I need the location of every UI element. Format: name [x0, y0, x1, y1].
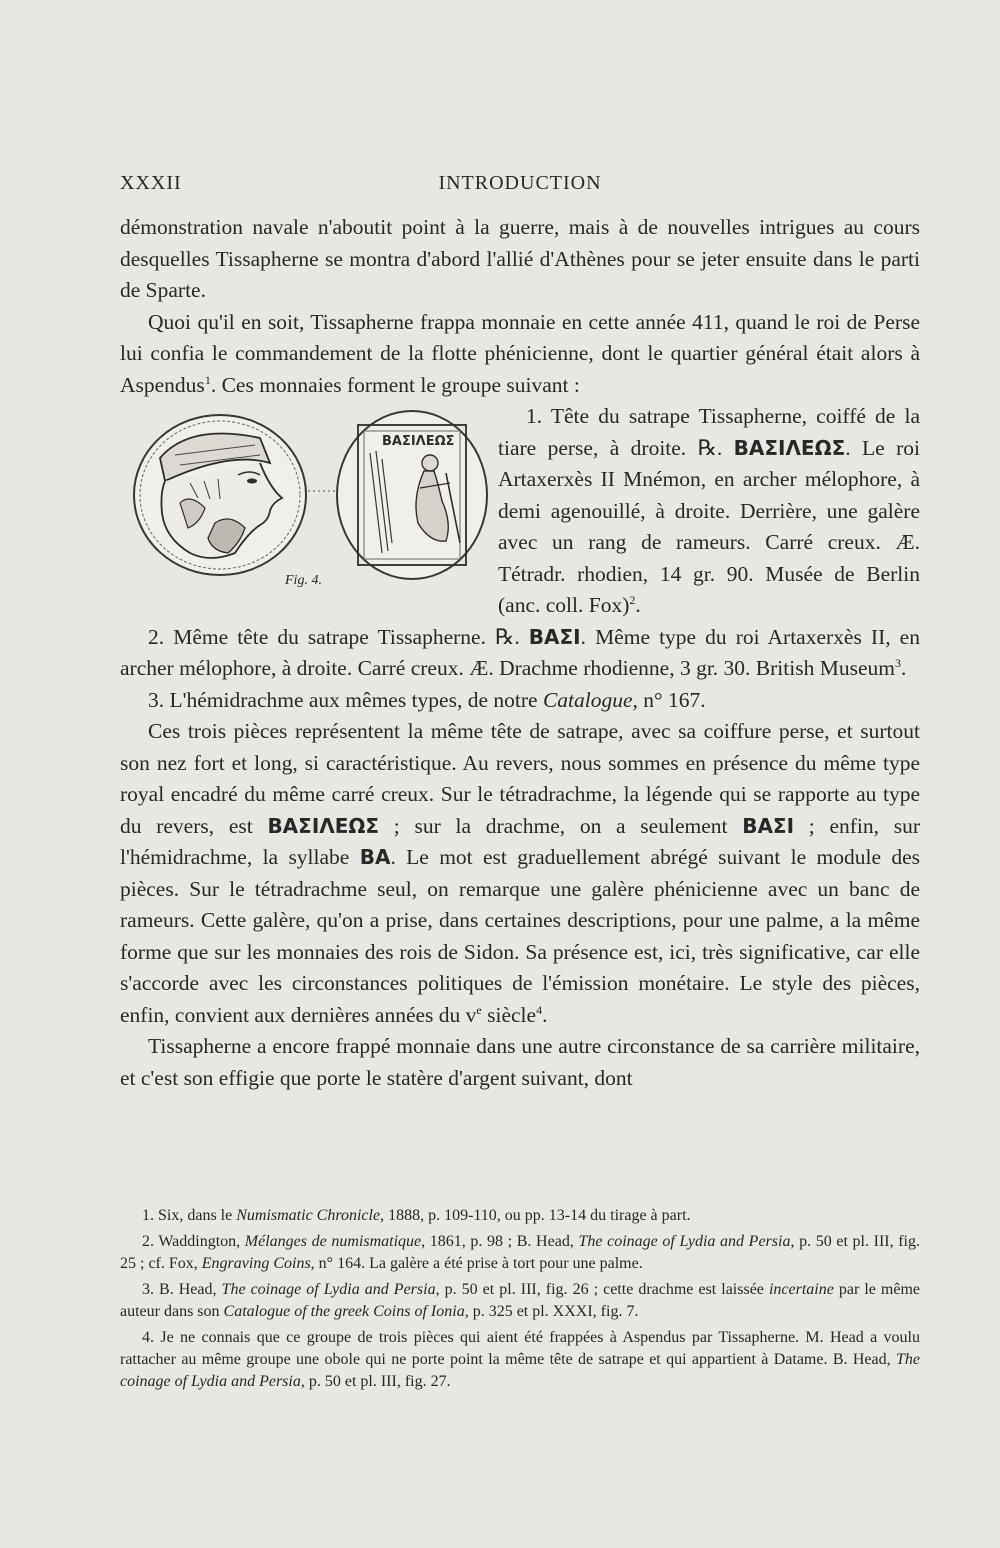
footnote-ref-3[interactable]: 3	[894, 656, 901, 670]
catalogue-item-1: 1. Tête du satrape Tissapherne, coiffé de la tiare perse, à droite. ℞. ΒΑΣΙΛΕΩΣ. Le roi Artaxerxès II Mnémon, en archer mélophore, à demi agenouillé, à droite. Derrière, une galère avec un rang de rameurs. Carré creux. Æ. Tétradr. rhodien, 14 gr. 90. Musée de Berlin (anc. coll. Fox)$^2$.	[498, 404, 920, 617]
coin-figure	[120, 403, 490, 593]
reverse-legend: ΒΑΣΙΛΕΩΣ	[382, 434, 455, 449]
coin-reverse	[337, 411, 487, 579]
catalogue-item-2: 2. Même tête du satrape Tissapherne. ℞. ΒΑΣΙ. Même type du roi Artaxerxès II, en archer mélophore, à droite. Carré creux. Æ. Drachme rhodienne, 3 gr. 30. British Museum$^3$.	[120, 624, 920, 680]
footnotes	[120, 1205, 920, 1397]
figure-caption: Fig. 4.	[285, 573, 322, 588]
paragraph-2: Quoi qu'il en soit, Tissapherne frappa monnaie en cette année 411, quand le roi de Perse lui confia le commandement de la flotte phénicienne, dont le quartier général était alors à Aspendus$^1$. Ces monnaies forment le groupe suivant :	[120, 309, 920, 397]
footnote-2: 2. Waddington, Mélanges de numismatique, 1861, p. 98 ; B. Head, The coinage of Lydia and Persia, p. 50 et pl. III, fig. 25 ; cf. Fox, Engraving Coins, n° 164. La galère a été prise à tort pour une palme.	[120, 1233, 920, 1272]
coin-obverse	[134, 415, 306, 575]
footnote-4: 4. Je ne connais que ce groupe de trois pièces qui aient été frappées à Aspendus par Tissapherne. M. Head a voulu rattacher au même groupe une obole qui ne porte point la même tête de satrape et qui appartient à Datame. B. Head, The coinage of Lydia and Persia, p. 50 et pl. III, fig. 27.	[120, 1329, 920, 1390]
catalogue-item-3: 3. L'hémidrachme aux mêmes types, de notre Catalogue, n° 167.	[148, 687, 706, 712]
footnote-ref-4[interactable]: 4	[536, 1002, 543, 1017]
running-title: INTRODUCTION	[438, 172, 602, 194]
footnote-1: 1. Six, dans le Numismatic Chronicle, 1888, p. 109-110, ou pp. 13-14 du tirage à part.	[142, 1207, 691, 1224]
footnote-ref-1[interactable]: 1	[204, 372, 211, 387]
footnote-3: 3. B. Head, The coinage of Lydia and Persia, p. 50 et pl. III, fig. 26 ; cette drachme est laissée incertaine par le même auteur dans son Catalogue of the greek Coins of Ionia, p. 325 et pl. XXXI, fig. 7.	[120, 1281, 921, 1320]
footnote-ref-2[interactable]: 2	[629, 593, 636, 607]
paragraph-4: Tissapherne a encore frappé monnaie dans une autre circonstance de sa carrière militaire, et c'est son effigie que porte le statère d'argent suivant, dont	[120, 1034, 920, 1090]
main-text	[120, 212, 920, 1094]
paragraph-1: démonstration navale n'aboutit point à la guerre, mais à de nouvelles intrigues au cours desquelles Tissapherne se montra d'abord l'allié d'Athènes pour se jeter ensuite dans le parti de Sparte.	[120, 215, 920, 302]
page-number: XXXII	[120, 172, 182, 194]
paragraph-3: Ces trois pièces représentent la même tête de satrape, avec sa coiffure perse, et surtout son nez fort et long, si caractéristique. Au revers, nous sommes en présence du même type royal encadré du même carré creux. Sur le tétradrachme, la légende qui se rapporte au type du revers, est ΒΑΣΙΛΕΩΣ ; sur la drachme, on a seulement ΒΑΣΙ ; enfin, sur l'hémidrachme, la syllabe ΒΑ. Le mot est graduellement abrégé suivant le module des pièces. Sur le tétradrachme seul, on remarque une galère phénicienne avec un banc de rameurs. Cette galère, qu'on a prise, dans certaines descriptions, pour une palme, a la même forme que sur les monnaies des rois de Sidon. Sa présence est, ici, très significative, car elle s'accorde avec les circonstances politiques de l'émission monétaire. Le style des pièces, enfin, convient aux dernières années du $v^e$ siècle$^4$.	[120, 719, 921, 1027]
